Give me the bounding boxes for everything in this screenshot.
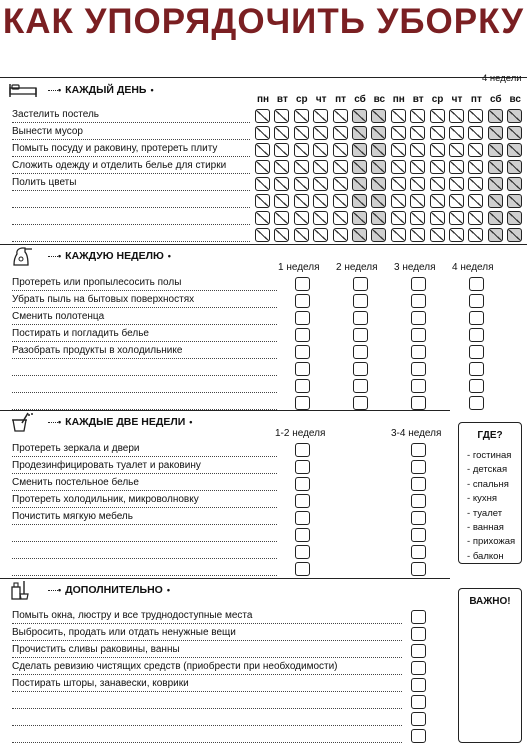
week-checkbox[interactable] (469, 345, 484, 359)
task-line (12, 674, 402, 675)
task-label: Протереть зеркала и двери (12, 443, 140, 454)
day-header: ср (295, 94, 308, 105)
day-checkbox[interactable] (488, 109, 503, 123)
day-checkbox[interactable] (255, 143, 270, 157)
week-checkbox[interactable] (411, 311, 426, 325)
week-checkbox[interactable] (469, 328, 484, 342)
week-checkbox[interactable] (411, 277, 426, 291)
where-item: - туалет (467, 507, 521, 521)
day-checkbox[interactable] (507, 160, 522, 174)
where-item: - балкон (467, 550, 521, 564)
day-checkbox[interactable] (313, 109, 328, 123)
day-checkbox[interactable] (294, 109, 309, 123)
day-checkbox[interactable] (255, 228, 270, 242)
day-checkbox[interactable] (468, 143, 483, 157)
task-line (12, 657, 402, 658)
task-line (12, 375, 277, 376)
week-column-header: 4 неделя (452, 262, 494, 273)
day-checkbox[interactable] (333, 160, 348, 174)
day-checkbox[interactable] (371, 126, 386, 140)
task-line (12, 640, 402, 641)
week-checkbox[interactable] (353, 277, 368, 291)
day-checkbox[interactable] (430, 228, 445, 242)
week-checkbox[interactable] (295, 311, 310, 325)
day-checkbox[interactable] (274, 194, 289, 208)
day-checkbox[interactable] (371, 228, 386, 242)
day-checkbox[interactable] (371, 177, 386, 191)
task-label: Вынести мусор (12, 126, 83, 137)
task-line (12, 224, 250, 225)
day-checkbox[interactable] (333, 177, 348, 191)
where-title: ГДЕ? (477, 430, 503, 441)
day-checkbox[interactable] (391, 126, 406, 140)
day-checkbox[interactable] (313, 143, 328, 157)
task-line (12, 742, 402, 743)
day-checkbox[interactable] (507, 228, 522, 242)
week-checkbox[interactable] (353, 345, 368, 359)
day-checkbox[interactable] (352, 194, 367, 208)
week-checkbox[interactable] (353, 294, 368, 308)
day-checkbox[interactable] (371, 160, 386, 174)
day-header: вт (412, 94, 424, 105)
day-checkbox[interactable] (410, 211, 425, 225)
day-header: пн (256, 94, 270, 105)
week-checkbox[interactable] (295, 294, 310, 308)
biweek-checkbox[interactable] (411, 443, 426, 457)
day-checkbox[interactable] (410, 126, 425, 140)
biweek-checkbox[interactable] (295, 460, 310, 474)
day-checkbox[interactable] (333, 211, 348, 225)
where-item: - прихожая (467, 535, 521, 549)
day-checkbox[interactable] (391, 143, 406, 157)
task-label: Сделать ревизию чистящих средств (приобрести при необходимости) (12, 661, 338, 672)
task-line (12, 507, 277, 508)
task-label: Почистить мягкую мебель (12, 511, 133, 522)
weeks-label: 4 недели (482, 73, 522, 84)
where-item: - ванная (467, 521, 521, 535)
extra-checkbox[interactable] (411, 695, 426, 709)
biweekly-section-header: • КАЖДЫЕ ДВЕ НЕДЕЛИ • (8, 413, 196, 431)
day-checkbox[interactable] (430, 194, 445, 208)
biweek-column-header: 3-4 неделя (391, 428, 442, 439)
day-checkbox[interactable] (468, 177, 483, 191)
daily-section-header: • КАЖДЫЙ ДЕНЬ • (8, 81, 158, 99)
day-checkbox[interactable] (274, 143, 289, 157)
day-checkbox[interactable] (488, 160, 503, 174)
week-checkbox[interactable] (411, 362, 426, 376)
bed-icon (8, 82, 38, 98)
day-checkbox[interactable] (294, 211, 309, 225)
day-checkbox[interactable] (333, 126, 348, 140)
day-checkbox[interactable] (294, 143, 309, 157)
task-line (12, 358, 277, 359)
day-checkbox[interactable] (488, 211, 503, 225)
section-divider (0, 410, 450, 411)
day-checkbox[interactable] (313, 177, 328, 191)
section-divider (0, 77, 527, 78)
week-checkbox[interactable] (411, 396, 426, 410)
day-checkbox[interactable] (274, 177, 289, 191)
day-checkbox[interactable] (488, 177, 503, 191)
important-title: ВАЖНО! (469, 596, 511, 607)
where-list (467, 449, 521, 564)
task-line (12, 139, 250, 140)
day-checkbox[interactable] (507, 194, 522, 208)
day-checkbox[interactable] (430, 177, 445, 191)
task-line (12, 207, 250, 208)
week-checkbox[interactable] (469, 277, 484, 291)
day-checkbox[interactable] (410, 177, 425, 191)
cleaning-supplies-icon (8, 579, 38, 601)
day-checkbox[interactable] (410, 194, 425, 208)
day-checkbox[interactable] (352, 211, 367, 225)
day-checkbox[interactable] (352, 126, 367, 140)
biweek-checkbox[interactable] (411, 511, 426, 525)
task-label: Постирать шторы, занавески, коврики (12, 678, 189, 689)
day-checkbox[interactable] (255, 177, 270, 191)
day-checkbox[interactable] (449, 126, 464, 140)
day-header: вт (276, 94, 288, 105)
day-checkbox[interactable] (255, 194, 270, 208)
day-checkbox[interactable] (488, 143, 503, 157)
day-checkbox[interactable] (294, 228, 309, 242)
task-line (12, 392, 277, 393)
day-checkbox[interactable] (313, 194, 328, 208)
task-line (12, 122, 250, 123)
biweek-checkbox[interactable] (411, 477, 426, 491)
day-checkbox[interactable] (352, 228, 367, 242)
day-checkbox[interactable] (294, 177, 309, 191)
day-checkbox[interactable] (507, 109, 522, 123)
week-checkbox[interactable] (353, 311, 368, 325)
day-checkbox[interactable] (468, 160, 483, 174)
task-line (12, 173, 250, 174)
day-checkbox[interactable] (371, 143, 386, 157)
day-checkbox[interactable] (274, 228, 289, 242)
task-line (12, 623, 402, 624)
task-label: Продезинфицировать туалет и раковину (12, 460, 201, 471)
day-checkbox[interactable] (255, 109, 270, 123)
day-header: чт (315, 94, 327, 105)
week-checkbox[interactable] (469, 396, 484, 410)
day-checkbox[interactable] (468, 194, 483, 208)
week-checkbox[interactable] (411, 328, 426, 342)
day-checkbox[interactable] (507, 143, 522, 157)
task-label: Прочистить сливы раковины, ванны (12, 644, 180, 655)
day-checkbox[interactable] (449, 109, 464, 123)
biweek-checkbox[interactable] (411, 460, 426, 474)
extra-checkbox[interactable] (411, 712, 426, 726)
day-checkbox[interactable] (410, 143, 425, 157)
day-checkbox[interactable] (255, 126, 270, 140)
week-column-header: 3 неделя (394, 262, 436, 273)
task-line (12, 575, 277, 576)
week-checkbox[interactable] (411, 294, 426, 308)
day-checkbox[interactable] (313, 228, 328, 242)
task-line (12, 307, 277, 308)
day-checkbox[interactable] (507, 126, 522, 140)
day-checkbox[interactable] (391, 228, 406, 242)
day-checkbox[interactable] (468, 228, 483, 242)
week-column-header: 1 неделя (278, 262, 320, 273)
task-label: Полить цветы (12, 177, 77, 188)
day-checkbox[interactable] (449, 228, 464, 242)
day-checkbox[interactable] (449, 177, 464, 191)
task-line (12, 190, 250, 191)
section-divider (0, 578, 450, 579)
week-checkbox[interactable] (469, 362, 484, 376)
day-checkbox[interactable] (410, 109, 425, 123)
task-line (12, 708, 402, 709)
spray-bottle-icon (8, 245, 38, 267)
day-checkbox[interactable] (430, 160, 445, 174)
day-checkbox[interactable] (333, 109, 348, 123)
extra-checkbox[interactable] (411, 678, 426, 692)
day-checkbox[interactable] (333, 228, 348, 242)
where-box (458, 422, 522, 564)
day-checkbox[interactable] (488, 194, 503, 208)
biweek-checkbox[interactable] (411, 562, 426, 576)
biweek-checkbox[interactable] (411, 545, 426, 559)
day-header: ср (431, 94, 444, 105)
task-line (12, 290, 277, 291)
extra-checkbox[interactable] (411, 661, 426, 675)
task-label: Сменить постельное белье (12, 477, 139, 488)
task-line (12, 524, 277, 525)
day-header: вс (373, 94, 386, 105)
day-checkbox[interactable] (294, 194, 309, 208)
day-checkbox[interactable] (488, 126, 503, 140)
day-checkbox[interactable] (391, 211, 406, 225)
where-item: - гостиная (467, 449, 521, 463)
biweek-checkbox[interactable] (295, 528, 310, 542)
day-checkbox[interactable] (333, 143, 348, 157)
task-line (12, 324, 277, 325)
day-header: вс (509, 94, 521, 105)
extra-checkbox[interactable] (411, 644, 426, 658)
task-label: Сложить одежду и отделить белье для стирки (12, 160, 227, 171)
where-item: - кухня (467, 492, 521, 506)
day-checkbox[interactable] (352, 160, 367, 174)
day-checkbox[interactable] (255, 211, 270, 225)
day-checkbox[interactable] (371, 211, 386, 225)
important-box (458, 588, 522, 743)
day-checkbox[interactable] (410, 228, 425, 242)
extra-checkbox[interactable] (411, 729, 426, 743)
task-line (12, 456, 277, 457)
day-header: сб (354, 94, 366, 105)
day-checkbox[interactable] (449, 194, 464, 208)
day-checkbox[interactable] (371, 194, 386, 208)
day-checkbox[interactable] (274, 160, 289, 174)
day-header: сб (489, 94, 502, 105)
day-checkbox[interactable] (313, 126, 328, 140)
page-title: КАК УПОРЯДОЧИТЬ УБОРКУ (2, 2, 525, 41)
bucket-brush-icon (8, 411, 38, 433)
task-label: Разобрать продукты в холодильнике (12, 345, 183, 356)
section-divider (0, 244, 527, 245)
day-checkbox[interactable] (294, 160, 309, 174)
extra-checkbox[interactable] (411, 610, 426, 624)
week-checkbox[interactable] (469, 379, 484, 393)
biweek-column-header: 1-2 неделя (275, 428, 326, 439)
day-checkbox[interactable] (507, 211, 522, 225)
task-line (12, 691, 402, 692)
day-checkbox[interactable] (430, 143, 445, 157)
task-label: Помыть окна, люстру и все труднодоступные места (12, 610, 253, 621)
biweek-checkbox[interactable] (411, 528, 426, 542)
day-checkbox[interactable] (507, 177, 522, 191)
task-line (12, 241, 250, 242)
day-checkbox[interactable] (430, 211, 445, 225)
day-checkbox[interactable] (333, 194, 348, 208)
task-line (12, 490, 277, 491)
task-line (12, 156, 250, 157)
biweek-checkbox[interactable] (295, 494, 310, 508)
day-checkbox[interactable] (430, 109, 445, 123)
day-checkbox[interactable] (352, 109, 367, 123)
week-checkbox[interactable] (411, 379, 426, 393)
task-line (12, 541, 277, 542)
week-checkbox[interactable] (353, 396, 368, 410)
week-checkbox[interactable] (469, 294, 484, 308)
day-checkbox[interactable] (449, 143, 464, 157)
day-checkbox[interactable] (371, 109, 386, 123)
where-item: - спальня (467, 478, 521, 492)
weekly-section-header: • КАЖДУЮ НЕДЕЛЮ • (8, 247, 175, 265)
task-label: Застелить постель (12, 109, 100, 120)
week-checkbox[interactable] (353, 379, 368, 393)
day-checkbox[interactable] (313, 160, 328, 174)
task-line (12, 558, 277, 559)
biweek-checkbox[interactable] (295, 562, 310, 576)
day-checkbox[interactable] (391, 194, 406, 208)
day-checkbox[interactable] (352, 143, 367, 157)
day-header: пт (335, 94, 347, 105)
biweek-checkbox[interactable] (295, 443, 310, 457)
day-checkbox[interactable] (274, 211, 289, 225)
biweek-checkbox[interactable] (295, 511, 310, 525)
task-line (12, 473, 277, 474)
biweek-checkbox[interactable] (295, 477, 310, 491)
biweek-checkbox[interactable] (411, 494, 426, 508)
week-checkbox[interactable] (411, 345, 426, 359)
where-item: - детская (467, 463, 521, 477)
task-label: Протереть или пропылесосить полы (12, 277, 182, 288)
week-checkbox[interactable] (295, 277, 310, 291)
week-column-header: 2 неделя (336, 262, 378, 273)
day-checkbox[interactable] (294, 126, 309, 140)
day-checkbox[interactable] (410, 160, 425, 174)
day-checkbox[interactable] (430, 126, 445, 140)
task-label: Протереть холодильник, микроволновку (12, 494, 199, 505)
task-line (12, 725, 402, 726)
day-checkbox[interactable] (274, 126, 289, 140)
day-header: пт (470, 94, 482, 105)
day-checkbox[interactable] (274, 109, 289, 123)
day-checkbox[interactable] (449, 160, 464, 174)
week-checkbox[interactable] (295, 396, 310, 410)
week-checkbox[interactable] (295, 345, 310, 359)
day-header: чт (451, 94, 463, 105)
task-label: Помыть посуду и раковину, протереть плиту (12, 143, 218, 154)
day-checkbox[interactable] (449, 211, 464, 225)
day-checkbox[interactable] (391, 109, 406, 123)
task-label: Сменить полотенца (12, 311, 105, 322)
task-label: Убрать пыль на бытовых поверхностях (12, 294, 195, 305)
biweek-checkbox[interactable] (295, 545, 310, 559)
task-line (12, 341, 277, 342)
week-checkbox[interactable] (353, 328, 368, 342)
day-checkbox[interactable] (313, 211, 328, 225)
week-checkbox[interactable] (469, 311, 484, 325)
week-checkbox[interactable] (295, 328, 310, 342)
extra-checkbox[interactable] (411, 627, 426, 641)
day-checkbox[interactable] (468, 126, 483, 140)
day-checkbox[interactable] (468, 109, 483, 123)
week-checkbox[interactable] (353, 362, 368, 376)
day-checkbox[interactable] (468, 211, 483, 225)
task-label: Выбросить, продать или отдать ненужные вещи (12, 627, 236, 638)
day-checkbox[interactable] (255, 160, 270, 174)
day-checkbox[interactable] (488, 228, 503, 242)
week-checkbox[interactable] (295, 362, 310, 376)
week-checkbox[interactable] (295, 379, 310, 393)
task-label: Постирать и погладить белье (12, 328, 149, 339)
day-header: пн (392, 94, 405, 105)
day-checkbox[interactable] (391, 160, 406, 174)
day-checkbox[interactable] (352, 177, 367, 191)
extra-section-header: • ДОПОЛНИТЕЛЬНО • (8, 581, 174, 599)
day-checkbox[interactable] (391, 177, 406, 191)
